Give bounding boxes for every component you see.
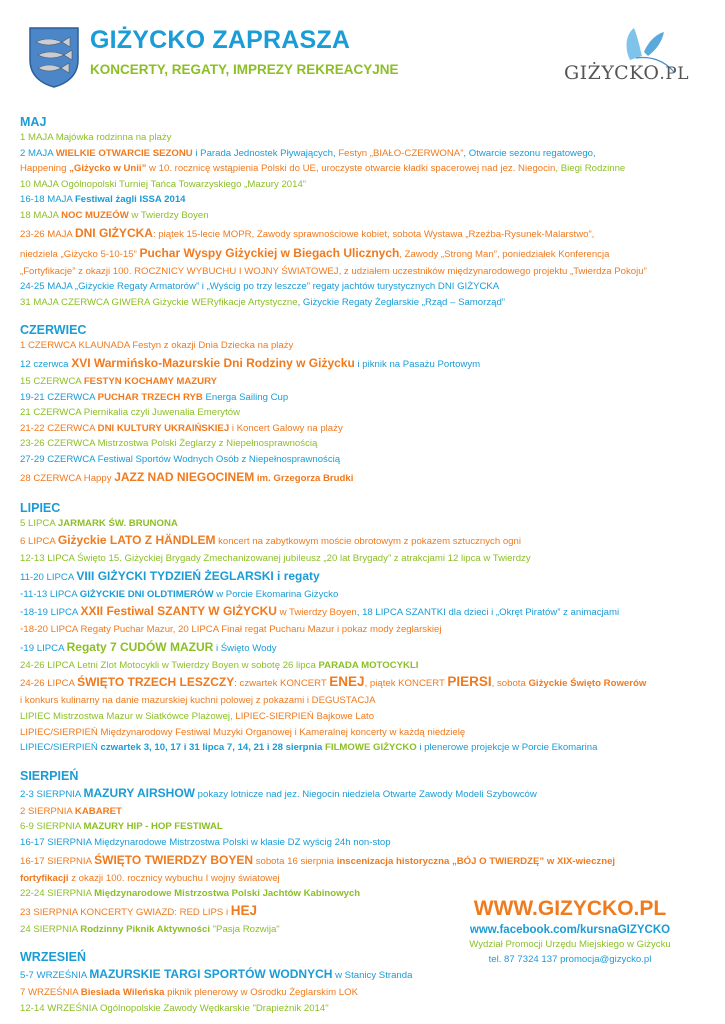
event-line bbox=[20, 985, 715, 1001]
event-line bbox=[20, 279, 715, 295]
event-text-segment: 23 SIERPNIA KONCERTY GWIAZD: RED LIPS i bbox=[20, 906, 231, 918]
department-name: Wydział Promocji Urzędu Miejskiego w Giżycku bbox=[469, 939, 671, 950]
event-text-segment: 6 LIPCA bbox=[20, 536, 58, 548]
event-text-segment: Energa Sailing Cup bbox=[202, 391, 289, 403]
event-text-segment: „Giżycko w Unii” bbox=[69, 163, 147, 175]
event-line bbox=[20, 436, 715, 452]
logo-wordmark-main: GIŻYCKO bbox=[564, 62, 660, 84]
month-heading-wrzesien: WRZESIEŃ bbox=[20, 950, 86, 965]
event-text-segment: 31 MAJA CZERWCA GIWERA Giżyckie WERyfikacje Artystyczne bbox=[20, 296, 298, 308]
event-line bbox=[20, 693, 715, 709]
event-line bbox=[20, 516, 715, 532]
event-text-segment: 21 CZERWCA Piernikalia czyli Juwenalia Emerytów bbox=[20, 407, 241, 419]
month-heading-maj: MAJ bbox=[20, 115, 47, 129]
event-text-segment: : czwartek KONCERT bbox=[234, 678, 330, 690]
event-line bbox=[20, 224, 715, 244]
event-text-segment: 24 SIERPNIA bbox=[20, 923, 81, 935]
website-link[interactable]: WWW.GIZYCKO.PL bbox=[473, 897, 667, 920]
event-calendar bbox=[20, 110, 715, 1017]
event-text-segment: 5 LIPCA bbox=[20, 517, 58, 529]
event-text-segment: 28 CZERWCA Happy bbox=[20, 472, 115, 484]
event-line bbox=[20, 602, 715, 622]
event-text-segment: PARADA MOTOCYKLI bbox=[318, 659, 419, 671]
event-line bbox=[20, 835, 715, 851]
phone-email: tel. 87 7324 137 promocja@gizycko.pl bbox=[488, 954, 652, 965]
event-line bbox=[20, 740, 715, 756]
event-text-segment: 5-7 WRZEŚNIA bbox=[20, 970, 90, 982]
event-text-segment: , piątek KONCERT bbox=[364, 678, 448, 690]
event-text-segment: niedziela „Giżycko 5-10-15” bbox=[20, 248, 140, 260]
event-text-segment: PIERSI bbox=[447, 674, 492, 690]
event-text-segment: XXII Festiwal SZANTY W GIŻYCKU bbox=[80, 604, 277, 619]
event-text-segment: i piknik na Pasażu Portowym bbox=[354, 358, 481, 370]
event-text-segment: 1 CZERWCA KLAUNADA Festyn z okazji Dnia Dziecka na plaży bbox=[20, 340, 294, 352]
month-list-maj bbox=[20, 130, 715, 310]
event-line bbox=[20, 638, 715, 658]
event-text-segment: i Koncert Galowy na plaży bbox=[229, 422, 343, 434]
event-text-segment: Biesiada Wileńska bbox=[80, 987, 165, 999]
event-text-segment: ŚWIĘTO TRZECH LESZCZY bbox=[77, 675, 235, 690]
event-line bbox=[20, 468, 715, 488]
event-text-segment: Międzynarodowe Mistrzostwa Polski Jachtów Kabinowych bbox=[94, 888, 361, 900]
event-text-segment: KABARET bbox=[74, 805, 122, 817]
event-text-segment: LIPIEC Mistrzostwa Mazur w Siatkówce Plażowej, bbox=[20, 711, 236, 723]
event-text-segment: , Zawody „Strong Man”, poniedziałek Konferencja bbox=[399, 248, 610, 260]
event-text-segment: 15 CZERWCA bbox=[20, 375, 84, 387]
event-line bbox=[20, 192, 715, 208]
city-crest-icon bbox=[28, 26, 80, 88]
event-text-segment: ◦19 LIPCA bbox=[20, 642, 67, 654]
event-line bbox=[20, 725, 715, 741]
event-text-segment: JARMARK ŚW. BRUNONA bbox=[57, 517, 178, 529]
event-text-segment: LIPIEC/SIERPIEŃ Międzynarodowy Festiwal Muzyki Organowej i Kameralnej koncerty w każdą niedzielę bbox=[20, 726, 466, 738]
event-text-segment: i plenerowe projekcje w Porcie Ekomarina bbox=[416, 742, 598, 754]
event-text-segment: i konkurs kulinarny na danie mazurskiej kuchni polowej z pokazami i DEGUSTACJA bbox=[20, 695, 376, 707]
event-text-segment: "Pasja Rozwija" bbox=[209, 923, 280, 935]
event-text-segment: 21-22 CZERWCA bbox=[20, 422, 98, 434]
event-text-segment: 27-29 CZERWCA Festiwal Sportów Wodnych Osób z Niepełnosprawnością bbox=[20, 453, 341, 465]
event-text-segment: 6-9 SIERPNIA bbox=[20, 821, 84, 833]
event-text-segment: 2 SIERPNIA bbox=[20, 805, 75, 817]
event-text-segment: Giżyckie LATO Z HÄNDLEM bbox=[57, 533, 216, 548]
event-text-segment: czwartek 3, 10, 17 i 31 lipca 7, 14, 21 i 28 sierpnia bbox=[100, 742, 326, 754]
event-text-segment: 12-14 WRZEŚNIA Ogólnopolskie Zawody Wędkarskie "Drapieżnik 2014" bbox=[20, 1003, 329, 1014]
facebook-link[interactable]: www.facebook.com/kursnaGIZYCKO bbox=[469, 924, 671, 936]
event-line bbox=[20, 587, 715, 603]
event-text-segment: 23-26 CZERWCA Mistrzostwa Polski Żeglarzy z Niepełnosprawnością bbox=[20, 438, 318, 450]
event-text-segment: XVI Warmińsko-Mazurskie Dni Rodziny w Giżycku bbox=[71, 355, 355, 370]
event-line bbox=[20, 264, 715, 280]
event-text-segment: piknik plenerowy w Ośrodku Żeglarskim LOK bbox=[164, 987, 358, 999]
event-text-segment: 16-18 MAJA bbox=[20, 194, 75, 206]
month-list-lipiec bbox=[20, 516, 715, 756]
event-text-segment: w Stanicy Stranda bbox=[332, 970, 413, 982]
event-text-segment: w Twierdzy Boyen bbox=[128, 209, 209, 221]
event-line bbox=[20, 390, 715, 406]
event-line bbox=[20, 871, 715, 887]
event-text-segment: 1 MAJA Majówka rodzinna na plaży bbox=[20, 132, 172, 143]
event-line bbox=[20, 804, 715, 820]
event-line bbox=[20, 161, 715, 177]
event-text-segment: 11-20 LIPCA bbox=[20, 571, 77, 583]
event-line bbox=[20, 405, 715, 421]
event-text-segment: JAZZ NAD NIEGOCINEM bbox=[114, 469, 255, 484]
month-heading-lipiec: LIPIEC bbox=[20, 500, 61, 515]
event-text-segment: 16-17 SIERPNIA Międzynarodowe Mistrzostwa Polski w klasie DZ wyścig 24h non-stop bbox=[20, 837, 391, 849]
event-text-segment: DNI KULTURY UKRAIŃSKIEJ bbox=[97, 422, 230, 434]
event-text-segment: 2-3 SIERPNIA bbox=[20, 788, 84, 800]
event-text-segment: 19-21 CZERWCA bbox=[20, 391, 98, 403]
event-text-segment: Giżyckie Święto Rowerów bbox=[528, 678, 647, 690]
event-text-segment: w Twierdzy Boyen bbox=[276, 607, 357, 619]
event-text-segment: 18 MAJA bbox=[20, 209, 62, 221]
event-text-segment: NOC MUZEÓW bbox=[61, 209, 129, 221]
event-text-segment: , Otwarcie sezonu regatowego, bbox=[463, 147, 596, 159]
event-text-segment: im. Grzegorza Brudki bbox=[254, 472, 354, 484]
event-text-segment: ŚWIĘTO TWIERDZY BOYEN bbox=[94, 852, 254, 867]
event-line bbox=[20, 819, 715, 835]
event-line bbox=[20, 965, 715, 985]
event-text-segment: Festyn „BIAŁO-CZERWONA” bbox=[338, 147, 464, 159]
event-text-segment: 7 WRZEŚNIA bbox=[20, 987, 81, 999]
contact-block bbox=[420, 896, 720, 968]
event-text-segment: ◦18-20 LIPCA Regaty Puchar Mazur, 20 LIPCA Finał regat Pucharu Mazur i pokaz mody żeglarskiej bbox=[20, 624, 442, 636]
event-line bbox=[20, 374, 715, 390]
page-header bbox=[0, 0, 725, 110]
event-line bbox=[20, 421, 715, 437]
page-title: GIŻYCKO ZAPRASZA bbox=[90, 26, 351, 54]
event-text-segment: z okazji 100. rocznicy wybuchu I wojny światowej bbox=[68, 872, 280, 884]
event-line bbox=[20, 658, 715, 674]
event-line bbox=[20, 673, 715, 693]
event-text-segment: w 10. rocznicę wstąpienia Polski do UE, uroczyste otwarcie kładki spacerowej nad jez. Niegocin bbox=[146, 163, 556, 175]
event-text-segment: PUCHAR TRZECH RYB bbox=[97, 391, 203, 403]
event-text-segment: MAZURY AIRSHOW bbox=[83, 785, 196, 800]
event-text-segment: MAZURSKIE TARGI SPORTÓW WODNYCH bbox=[89, 967, 333, 982]
logo-wordmark bbox=[564, 62, 689, 84]
event-text-segment: i Święto Wody bbox=[213, 642, 277, 654]
event-text-segment: 24-26 LIPCA Letni Zlot Motocykli w Twierdzy Boyen w sobotę 26 lipca bbox=[20, 659, 319, 671]
event-line bbox=[20, 354, 715, 374]
event-text-segment: pokazy lotnicze nad jez. Niegocin niedziela Otwarte Zawody Modeli Szybowców bbox=[195, 788, 537, 800]
event-line bbox=[20, 208, 715, 224]
event-text-segment: i Parada Jednostek Pływających, bbox=[192, 147, 339, 159]
event-text-segment: 23-26 MAJA bbox=[20, 228, 75, 240]
event-text-segment: 24-26 LIPCA bbox=[20, 678, 78, 690]
event-line bbox=[20, 130, 715, 146]
event-text-segment: koncert na zabytkowym moście obrotowym z pokazem sztucznych ogni bbox=[215, 536, 521, 548]
event-line bbox=[20, 622, 715, 638]
event-text-segment: LIPIEC/SIERPIEŃ bbox=[20, 742, 101, 754]
event-text-segment: Rodzinny Piknik Aktywności bbox=[80, 923, 210, 935]
event-text-segment: GIŻYCKIE DNI OLDTIMERÓW bbox=[79, 588, 214, 600]
event-line bbox=[20, 452, 715, 468]
event-text-segment: , Biegi Rodzinne bbox=[555, 163, 626, 175]
month-list-czerwiec bbox=[20, 338, 715, 487]
event-text-segment: : piątek 15-lecie MOPR, Zawody sprawnościowe kobiet, sobota Wystawa „Rzeźba-Rysunek-Malarstwo”, bbox=[152, 228, 595, 240]
event-text-segment: , sobota bbox=[491, 678, 529, 690]
event-line bbox=[20, 784, 715, 804]
event-text-segment: Puchar Wyspy Giżyckiej w Biegach Ulicznych bbox=[139, 245, 400, 260]
event-text-segment: „Fortyfikacje” z okazji 100. ROCZNICY WYBUCHU I WOJNY ŚWIATOWEJ, z udziałem uczestników międzynarodowego projektu „Twierdza Pokoju” bbox=[20, 265, 647, 277]
event-text-segment: ENEJ bbox=[329, 674, 365, 690]
event-text-segment: 12 czerwca bbox=[20, 358, 72, 370]
event-text-segment: w Porcie Ekomarina Giżycko bbox=[213, 588, 339, 600]
event-line bbox=[20, 146, 715, 162]
month-heading-czerwiec: CZERWIEC bbox=[20, 323, 87, 338]
event-text-segment: WIELKIE OTWARCIE SEZONU bbox=[55, 147, 193, 159]
event-text-segment: Festiwal żagli ISSA 2014 bbox=[74, 194, 186, 206]
event-text-segment: 10 MAJA Ogólnopolski Turniej Tańca Towarzyskiego „Mazury 2014” bbox=[20, 178, 306, 190]
event-text-segment: Regaty 7 CUDÓW MAZUR bbox=[66, 639, 214, 654]
event-text-segment: MAZURY HIP - HOP FESTIWAL bbox=[83, 821, 223, 833]
event-line bbox=[20, 295, 715, 311]
event-text-segment: , Giżyckie Regaty Żeglarskie „Rząd – Samorząd” bbox=[297, 296, 505, 308]
event-text-segment: ◦18-19 LIPCA bbox=[20, 607, 81, 619]
event-text-segment: ◦11-13 LIPCA bbox=[20, 588, 80, 600]
event-line bbox=[20, 851, 715, 871]
event-text-segment: fortyfikacji bbox=[20, 872, 69, 884]
event-text-segment: DNI GIŻYCKA bbox=[74, 225, 153, 240]
event-text-segment: 24-25 MAJA „Giżyckie Regaty Armatorów” i „Wyścig po trzy leszcze” regaty jachtów turystycznych DNI GIŻYCKA bbox=[20, 281, 500, 293]
event-line bbox=[20, 177, 715, 193]
gizycko-logo-icon bbox=[560, 22, 700, 98]
event-line bbox=[20, 531, 715, 551]
event-text-segment: inscenizacja historyczna „BÓJ O TWIERDZĘ” w XIX-wiecznej bbox=[336, 855, 616, 867]
logo-wordmark-pl: .PL bbox=[659, 64, 690, 84]
month-list-wrzesien bbox=[20, 965, 715, 1016]
month-heading-sierpien: SIERPIEŃ bbox=[20, 768, 79, 783]
event-line bbox=[20, 709, 715, 725]
event-text-segment: FESTYN KOCHAMY MAZURY bbox=[83, 375, 218, 387]
event-line bbox=[20, 244, 715, 264]
page-subtitle: KONCERTY, REGATY, IMPREZY REKREACYJNE bbox=[90, 62, 399, 77]
event-text-segment: , 18 LIPCA SZANTKI dla dzieci i „Okręt Piratów” z animacjami bbox=[356, 607, 620, 619]
event-line bbox=[20, 1001, 715, 1017]
event-text-segment: HEJ bbox=[230, 902, 258, 918]
event-line bbox=[20, 338, 715, 354]
event-text-segment: 2 MAJA bbox=[20, 147, 56, 159]
event-text-segment: FILMOWE GIŻYCKO bbox=[325, 742, 417, 754]
event-text-segment: sobota 16 sierpnia bbox=[253, 855, 337, 867]
event-text-segment: 12-13 LIPCA Święto 15. Giżyckiej Brygady Zmechanizowanej jubileusz „20 lat Brygady” z atrakcjami 12 lipca w Twierdzy bbox=[20, 553, 531, 565]
event-line bbox=[20, 567, 715, 587]
event-text-segment: 16-17 SIERPNIA bbox=[20, 855, 95, 867]
event-text-segment: LIPIEC-SIERPIEŃ Bajkowe Lato bbox=[235, 711, 375, 723]
event-text-segment: VIII GIŻYCKI TYDZIEŃ ŻEGLARSKI i regaty bbox=[76, 568, 320, 583]
event-text-segment: Happening bbox=[20, 163, 70, 175]
event-line bbox=[20, 551, 715, 567]
event-text-segment: 22-24 SIERPNIA bbox=[20, 888, 95, 900]
